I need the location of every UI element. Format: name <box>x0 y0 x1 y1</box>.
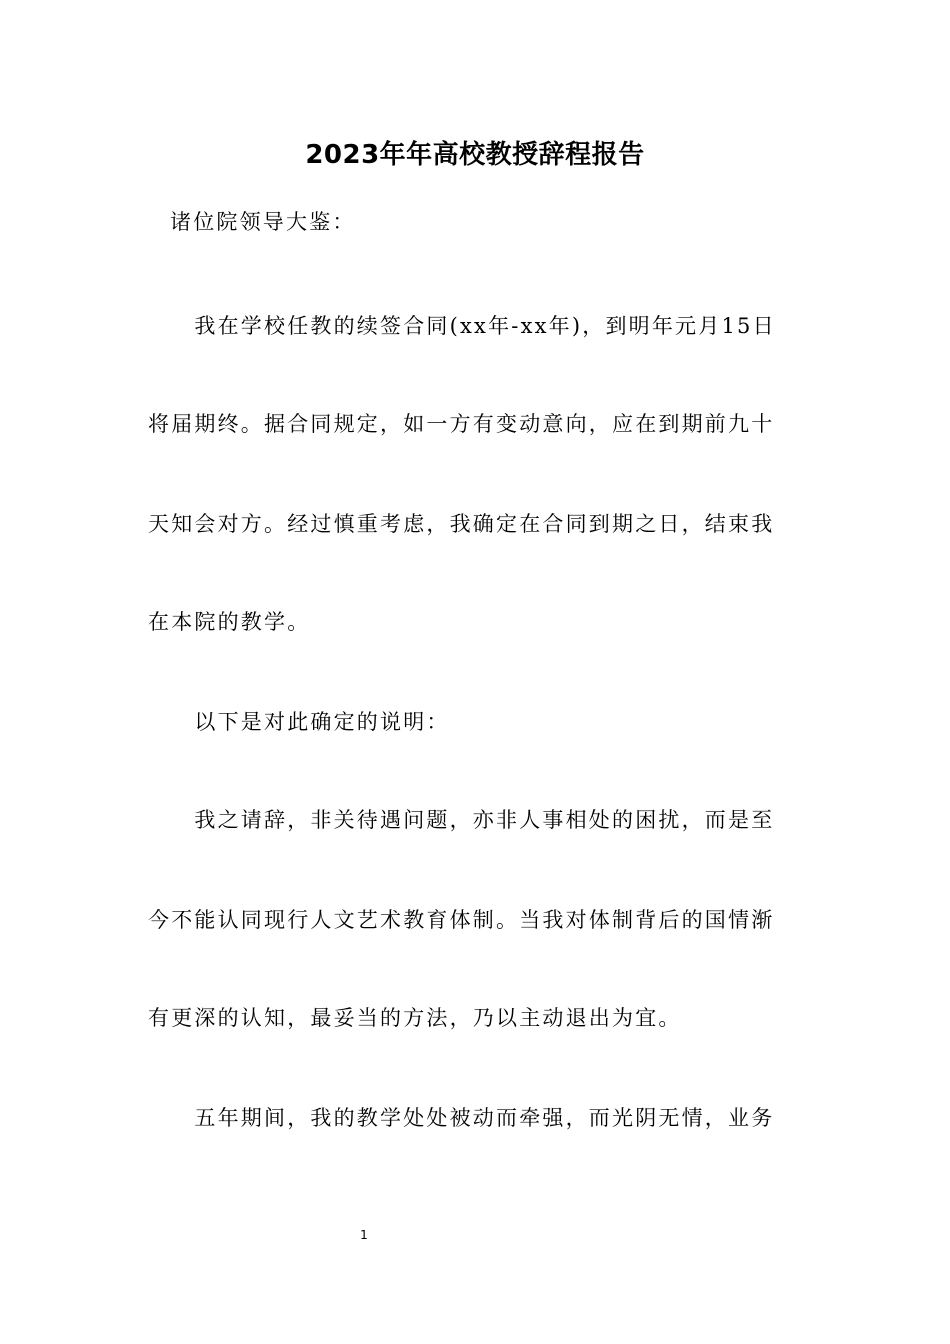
document-title: 2023年年高校教授辞程报告 <box>305 140 645 170</box>
body-line: 我在学校任教的续签合同(xx年-xx年)，到明年元月15日 <box>148 314 776 338</box>
salutation: 诸位院领导大鉴： <box>170 210 356 234</box>
body-line: 五年期间，我的教学处处被动而牵强，而光阴无情，业务 <box>148 1106 775 1130</box>
body-line: 有更深的认知，最妥当的方法，乃以主动退出为宜。 <box>148 1006 682 1030</box>
body-line: 今不能认同现行人文艺术教育体制。当我对体制背后的国情渐 <box>148 908 775 932</box>
body-line: 在本院的教学。 <box>148 610 311 634</box>
body-line: 将届期终。据合同规定，如一方有变动意向，应在到期前九十 <box>148 412 775 436</box>
body-line: 以下是对此确定的说明： <box>148 710 450 734</box>
body-line: 我之请辞，非关待遇问题，亦非人事相处的困扰，而是至 <box>148 808 775 832</box>
body-line: 天知会对方。经过慎重考虑，我确定在合同到期之日，结束我 <box>148 512 775 536</box>
page-number: 1 <box>360 1228 368 1242</box>
